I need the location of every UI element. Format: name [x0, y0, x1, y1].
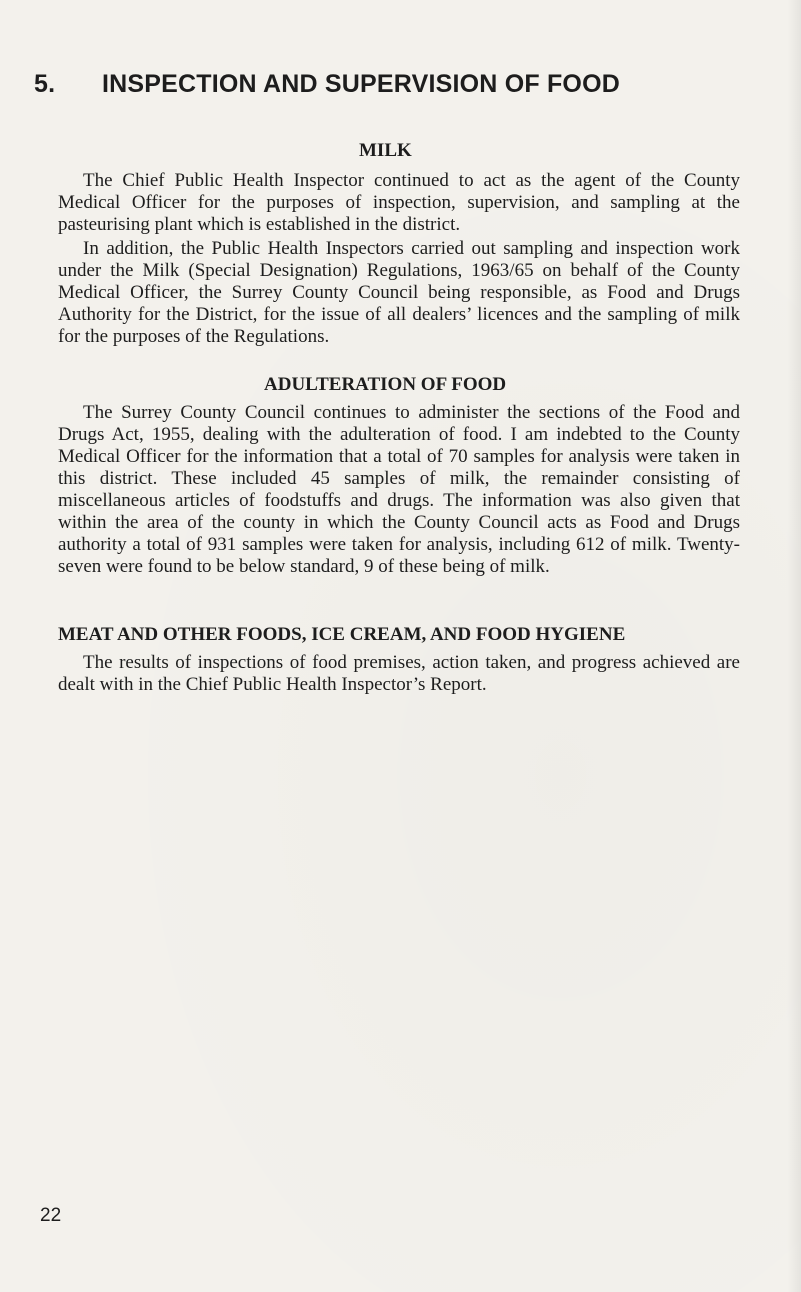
- adulteration-paragraph-1: The Surrey County Council continues to administer the sections of the Food and Drugs Act, 1955, dealing with the adulteration of food. I am indebted to the County Medical Officer for the information that a total of 70 samples for analysis were taken in this district. These included 45 samples of milk, the remainder consisting of miscellaneous articles of foodstuffs and drugs. The information was also given that within the area of the county in which the County Council acts as Food and Drugs authority a total of 931 samples were taken for analysis, including 612 of milk. Twenty-seven were found to be below standard, 9 of these being of milk.: [58, 402, 740, 577]
- page-number: 22: [40, 1205, 62, 1226]
- meat-paragraph-1: The results of inspections of food premises, action taken, and progress achieved are dealt with in the Chief Public Health Inspector’s Report.: [58, 652, 740, 695]
- page-edge-shadow: [787, 0, 801, 1292]
- milk-paragraph-2: In addition, the Public Health Inspectors carried out sampling and inspection work under the Milk (Special Designation) Regulations, 1963/65 on behalf of the County Medical Officer, the Surrey County Council being responsible, as Food and Drugs Authority for the District, for the issue of all dealers’ licences and the sampling of milk for the purposes of the Regulations.: [58, 238, 740, 347]
- milk-paragraph-1: The Chief Public Health Inspector continued to act as the agent of the County Medical Officer for the purposes of inspection, supervision, and sampling at the pasteurising plant which is established in the district.: [58, 170, 740, 235]
- section-title-text: INSPECTION AND SUPERVISION OF FOOD: [102, 70, 620, 98]
- adulteration-heading: ADULTERATION OF FOOD: [264, 374, 507, 395]
- milk-heading: MILK: [359, 140, 412, 161]
- meat-heading: MEAT AND OTHER FOODS, ICE CREAM, AND FOOD HYGIENE: [58, 624, 626, 645]
- section-title: [34, 70, 620, 99]
- section-number: 5.: [34, 70, 56, 98]
